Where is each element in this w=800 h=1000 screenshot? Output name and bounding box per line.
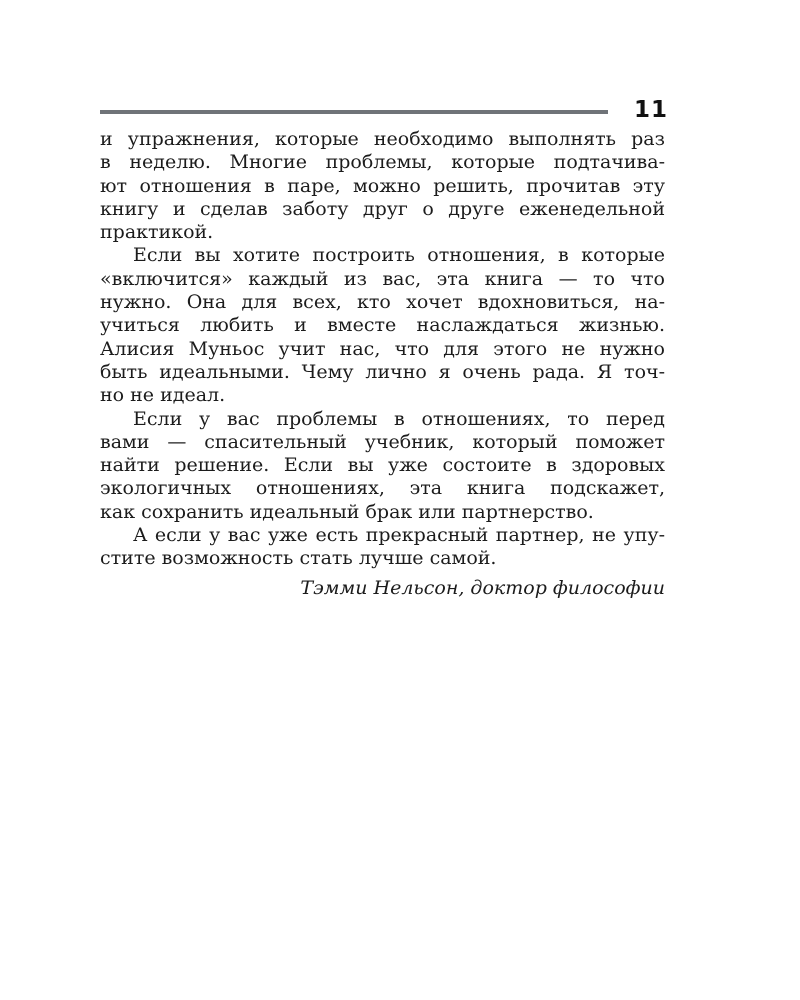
text-line: практикой.: [100, 221, 214, 244]
text-line: книгу и сделав заботу друг о друге еженедельной: [100, 197, 665, 220]
text-line: Если у вас проблемы в отношениях, то перед: [133, 407, 665, 430]
text-line: Алисия Муньос учит нас, что для этого не нужно: [100, 337, 665, 360]
text-line: экологичных отношениях, эта книга подскажет,: [100, 477, 665, 500]
text-line: Если вы хотите построить отношения, в которые: [133, 244, 665, 267]
text-line: но не идеал.: [100, 384, 226, 407]
text-line: быть идеальными. Чему лично я очень рада. Я точ-: [100, 360, 665, 383]
text-line: стите возможность стать лучше самой.: [100, 547, 497, 570]
page-number: 11: [633, 97, 668, 123]
text-line: и упражнения, которые необходимо выполнять раз: [100, 128, 665, 150]
text-line: вами — спасительный учебник, который поможет: [100, 430, 665, 453]
text-line: нужно. Она для всех, кто хочет вдохновиться, на-: [100, 291, 665, 314]
text-line: «включится» каждый из вас, эта книга — то что: [100, 267, 665, 290]
text-line: как сохранить идеальный брак или партнерство.: [100, 500, 594, 523]
text-line: в неделю. Многие проблемы, которые подтачива-: [100, 151, 665, 174]
text-line: А если у вас уже есть прекрасный партнер, не упу-: [133, 524, 665, 547]
header-rule: [100, 110, 608, 114]
signature: Тэмми Нельсон, доктор философии: [300, 577, 665, 599]
body-text: [100, 128, 665, 571]
text-line: найти решение. Если вы уже состоите в здоровых: [100, 454, 665, 477]
text-line: ют отношения в паре, можно решить, прочитав эту: [100, 174, 665, 197]
text-line: учиться любить и вместе наслаждаться жизнью.: [100, 314, 665, 337]
